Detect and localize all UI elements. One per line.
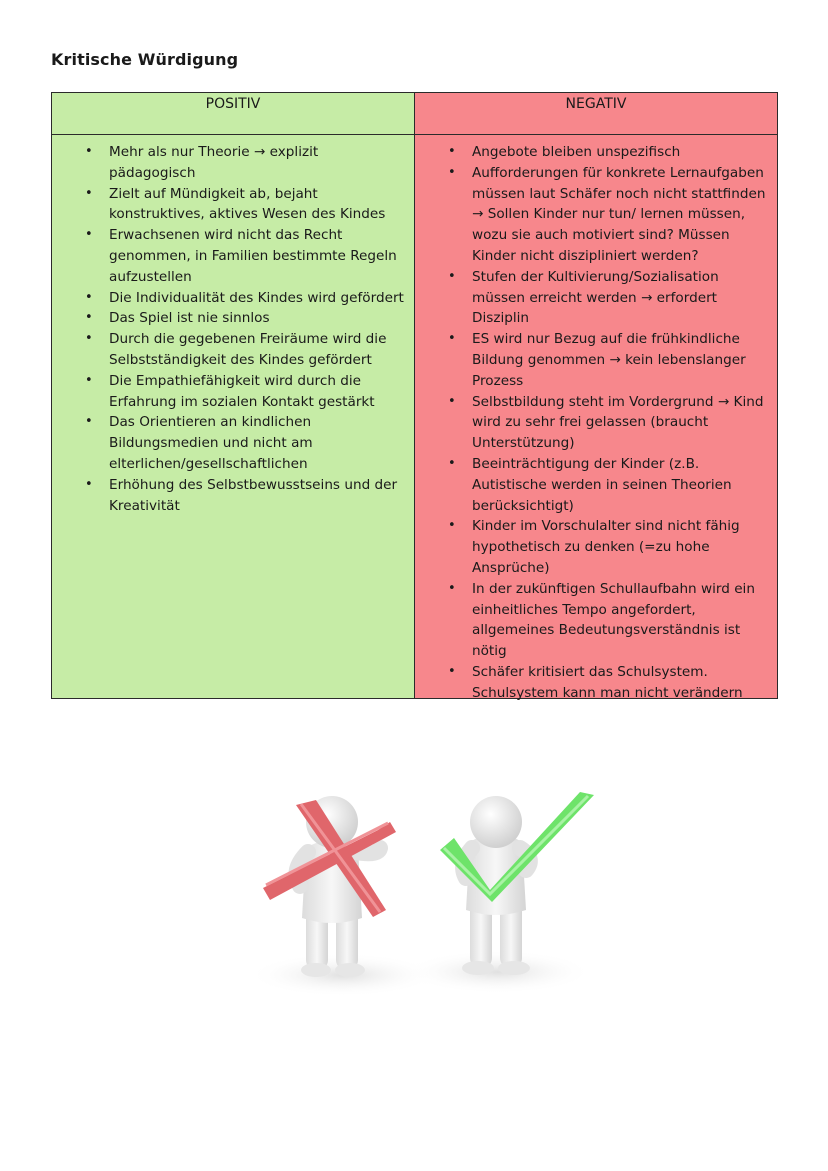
- bullet-icon: •: [448, 393, 456, 409]
- positive-header: POSITIV: [52, 93, 414, 135]
- list-item: • Das Orientieren an kindlichen Bildungsmedien und nicht am elterlichen/gesellschaftlichen: [85, 414, 313, 472]
- list-item: • Selbstbildung steht im Vordergrund → Kind wird zu sehr frei gelassen (braucht Unterstützung): [448, 393, 764, 452]
- positive-column: [52, 93, 415, 698]
- list-item: • Die Individualität des Kindes wird gefördert: [109, 288, 404, 309]
- bullet-icon: •: [448, 331, 456, 347]
- list-item: • Mehr als nur Theorie → explizit pädagogisch: [85, 144, 319, 181]
- bullet-icon: •: [85, 310, 93, 326]
- list-item: • Aufforderungen für konkrete Lernaufgaben müssen laut Schäfer noch nicht stattfinden → Sollen Kinder nur tun/ lernen müssen, wozu sie auch motiviert sind? Müssen Kinder nicht diszipliniert werden?: [448, 164, 766, 264]
- bullet-icon: •: [85, 227, 93, 243]
- list-item: • Kinder im Vorschulalter sind nicht fähig hypothetisch zu denken (=zu hohe Ansprüche): [448, 518, 740, 576]
- list-item: • Beeinträchtigung der Kinder (z.B. Autistische werden in seinen Theorien berücksichtigt): [448, 455, 732, 514]
- list-item: • ES wird nur Bezug auf die frühkindliche Bildung genommen → kein lebenslanger Prozess: [448, 331, 746, 389]
- illustration-svg: [208, 760, 638, 1030]
- bullet-icon: •: [85, 414, 93, 430]
- negative-list: [415, 135, 777, 704]
- cross-and-check-illustration: [208, 760, 638, 1030]
- negative-column: [415, 93, 777, 701]
- bullet-icon: •: [85, 372, 93, 388]
- bullet-icon: •: [85, 185, 93, 201]
- list-item: • Schäfer kritisiert das Schulsystem. Schulsystem kann man nicht verändern: [448, 663, 743, 701]
- page-title: Kritische Würdigung: [51, 50, 239, 69]
- bullet-icon: •: [85, 331, 93, 347]
- list-item: • Zielt auf Mündigkeit ab, bejaht konstruktives, aktives Wesen des Kindes: [85, 185, 386, 223]
- list-item: • Angebote bleiben unspezifisch: [472, 142, 767, 163]
- bullet-icon: •: [448, 164, 456, 180]
- evaluation-table: [51, 92, 778, 699]
- list-item: • Erhöhung des Selbstbewusstseins und der Kreativität: [85, 476, 398, 514]
- bullet-icon: •: [448, 580, 456, 596]
- ground-shadow-right: [403, 950, 593, 994]
- list-item: • Stufen der Kultivierung/Sozialisation müssen erreicht werden → erfordert Disziplin: [448, 268, 719, 327]
- bullet-icon: •: [85, 289, 93, 305]
- positive-list: [52, 135, 414, 516]
- list-item: • Durch die gegebenen Freiräume wird die Selbstständigkeit des Kindes gefördert: [85, 331, 387, 368]
- negative-header: NEGATIV: [415, 93, 777, 135]
- bullet-icon: •: [448, 455, 456, 471]
- list-item: • Erwachsenen wird nicht das Recht genommen, in Familien bestimmte Regeln aufzustellen: [85, 227, 397, 285]
- list-item: • Das Spiel ist nie sinnlos: [109, 308, 404, 329]
- bullet-icon: •: [448, 144, 456, 159]
- bullet-icon: •: [85, 476, 93, 492]
- bullet-icon: •: [448, 268, 456, 284]
- list-item: • In der zukünftigen Schullaufbahn wird ein einheitliches Tempo angefordert, allgemeines Bedeutungsverständnis ist nötig: [448, 580, 755, 660]
- bullet-icon: •: [448, 663, 456, 679]
- bullet-icon: •: [85, 144, 93, 159]
- bullet-icon: •: [448, 518, 456, 534]
- list-item: • Die Empathiefähigkeit wird durch die Erfahrung im sozialen Kontakt gestärkt: [85, 372, 375, 410]
